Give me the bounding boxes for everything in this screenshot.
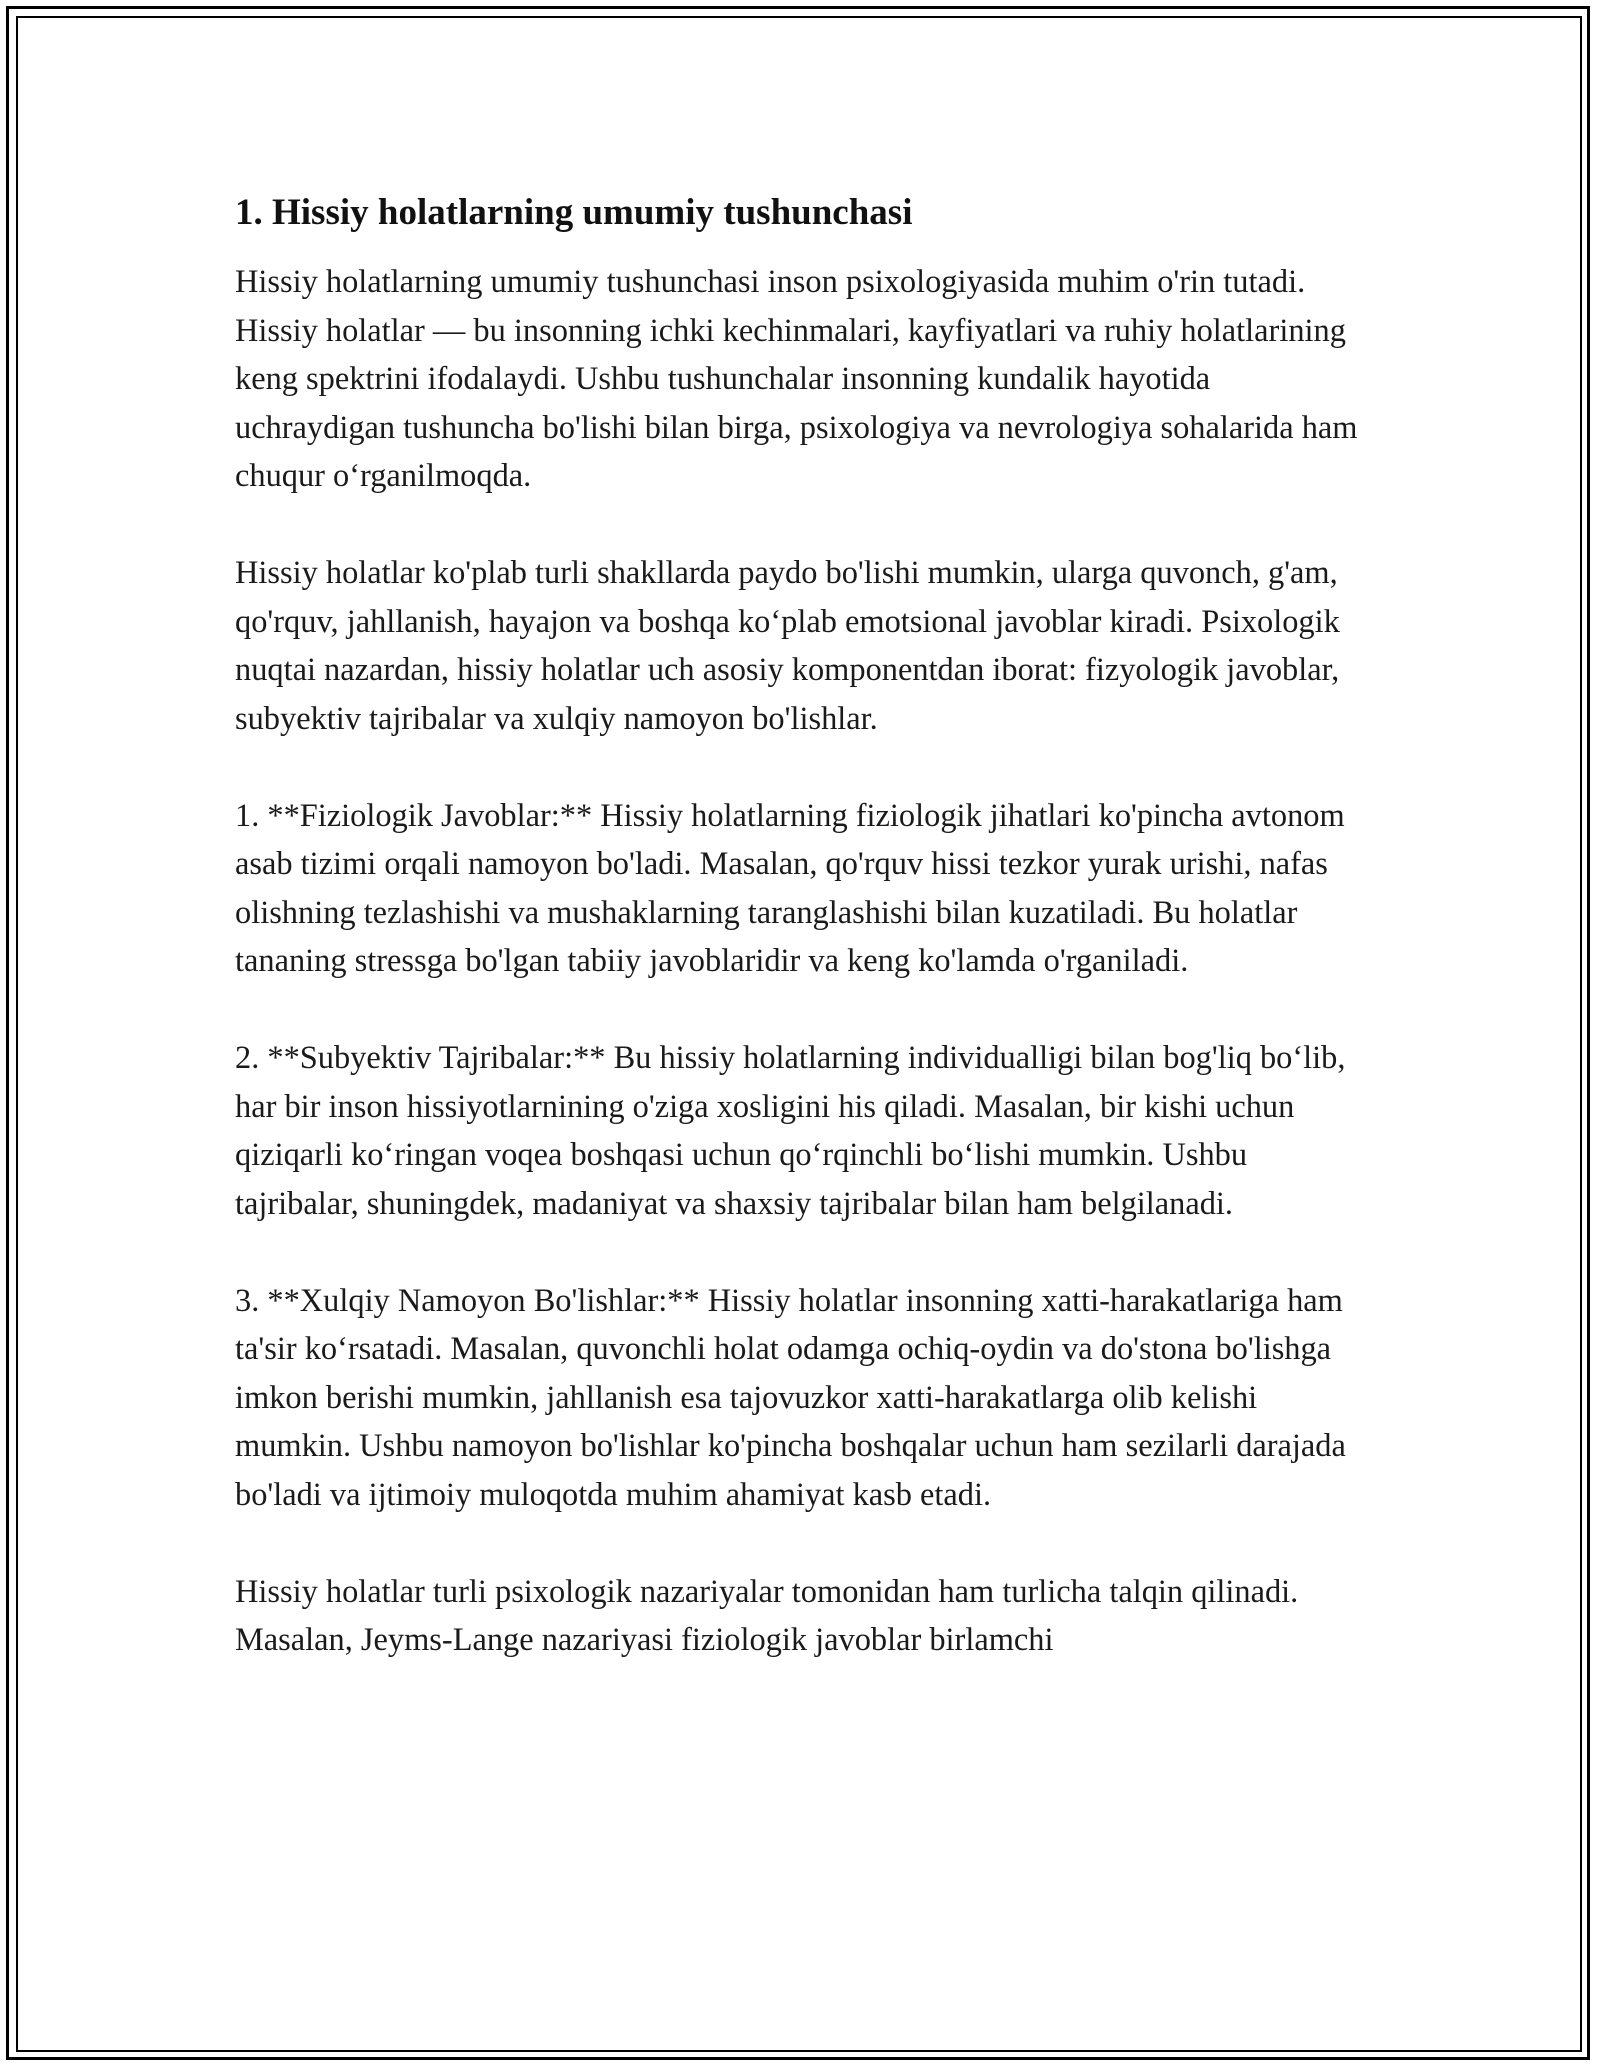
- paragraph-physiological: 1. **Fiziologik Javoblar:** Hissiy holatlarning fiziologik jihatlari ko'pincha avtonom asab tizimi orqali namoyon bo'ladi. Masalan, qo'rquv hissi tezkor yurak urishi, nafas olishning tezlashishi va mushaklarning taranglashishi bilan kuzatiladi. Bu holatlar tananing stressga bo'lgan tabiiy javoblaridir va keng ko'lamda o'rganiladi.: [235, 797, 1345, 979]
- paragraph-behavioral: 3. **Xulqiy Namoyon Bo'lishlar:** Hissiy holatlar insonning xatti-harakatlariga ham ta'sir ko‘rsatadi. Masalan, quvonchli holat odamga ochiq-oydin va do'stona bo'lishga imkon berishi mumkin, jahllanish esa tajovuzkor xatti-harakatlarga olib kelishi mumkin. Ushbu namoyon bo'lishlar ko'pincha boshqalar uchun ham sezilarli darajada bo'ladi va ijtimoiy muloqotda muhim ahamiyat kasb etadi.: [235, 1282, 1346, 1513]
- paragraph-theories: Hissiy holatlar turli psixologik nazariyalar tomonidan ham turlicha talqin qilinadi. Masalan, Jeyms-Lange nazariyasi fiziologik javoblar birlamchi: [235, 1573, 1299, 1658]
- paragraph-subjective: 2. **Subyektiv Tajribalar:** Bu hissiy holatlarning individualligi bilan bog'liq bo‘lib, har bir inson hissiyotlarnining o'ziga xosligini his qiladi. Masalan, bir kishi uchun qiziqarli ko‘ringan voqea boshqasi uchun qo‘rqinchli bo‘lishi mumkin. Ushbu tajribalar, shuningdek, madaniyat va shaxsiy tajribalar bilan ham belgilanadi.: [235, 1040, 1346, 1222]
- section-heading: 1. Hissiy holatlarning umumiy tushunchasi: [235, 192, 913, 233]
- document-body: [235, 188, 1375, 1713]
- paragraph-intro: Hissiy holatlarning umumiy tushunchasi inson psixologiyasida muhim o'rin tutadi. Hissiy holatlar — bu insonning ichki kechinmalari, kayfiyatlari va ruhiy holatlarining keng spektrini ifodalaydi. Ushbu tushunchalar insonning kundalik hayotida uchraydigan tushuncha bo'lishi bilan birga, psixologiya va nevrologiya sohalarida ham chuqur o‘rganilmoqda.: [235, 264, 1358, 494]
- paragraph-components: Hissiy holatlar ko'plab turli shakllarda paydo bo'lishi mumkin, ularga quvonch, g'am, qo'rquv, jahllanish, hayajon va boshqa ko‘plab emotsional javoblar kiradi. Psixologik nuqtai nazardan, hissiy holatlar uch asosiy komponentdan iborat: fizyologik javoblar, subyektiv tajribalar va xulqiy namoyon bo'lishlar.: [235, 555, 1340, 737]
